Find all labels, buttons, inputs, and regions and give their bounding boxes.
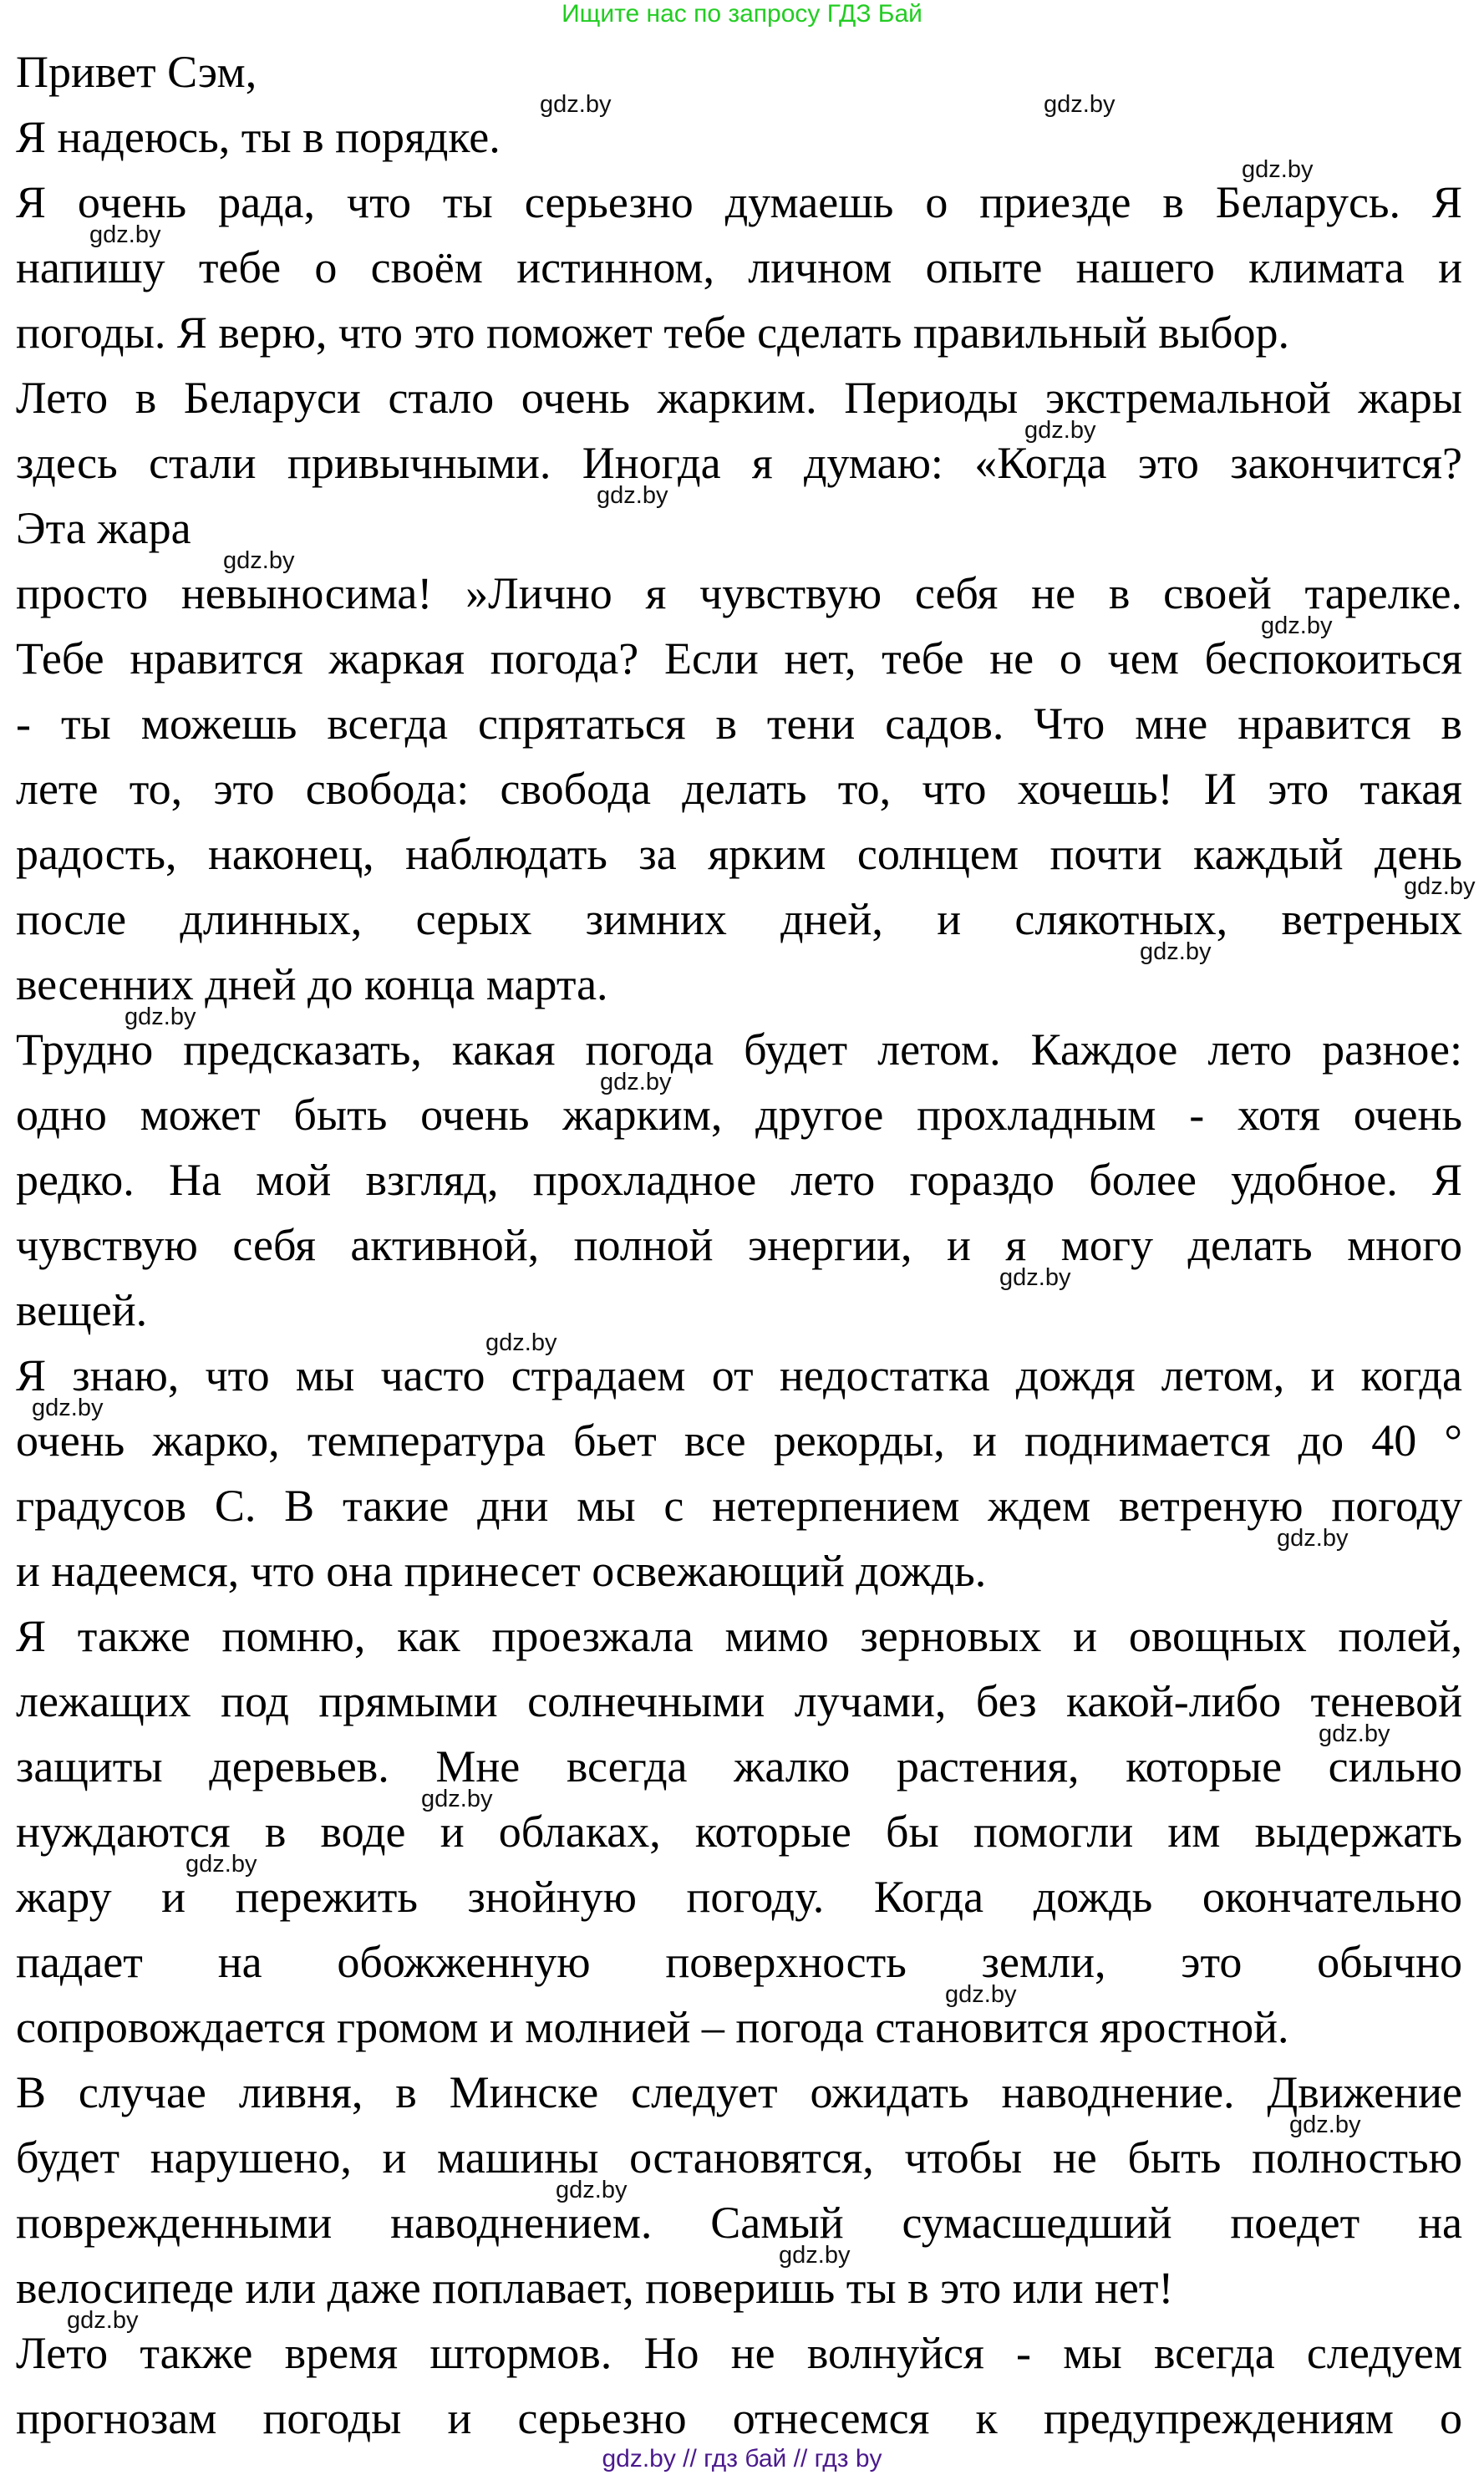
watermark: gdz.by (421, 1786, 493, 1812)
text-line: Лето также время штормов. Но не волнуйся - мы всегда следуем (16, 2328, 1462, 2378)
text-line: одно может быть очень жарким, другое прохладным - хотя очень (16, 1090, 1462, 1140)
text-line: погоды. Я верю, что это поможет тебе сделать правильный выбор. (16, 307, 1289, 358)
watermark: gdz.by (1319, 1720, 1390, 1747)
text-line: защиты деревьев. Мне всегда жалко растения, которые сильно (16, 1741, 1462, 1791)
text-line: Я очень рада, что ты серьезно думаешь о приезде в Беларусь. Я (16, 177, 1462, 227)
watermark: gdz.by (67, 2307, 139, 2334)
text-line: поврежденными наводнением. Самый сумасшедший поедет на (16, 2198, 1462, 2248)
text-line: здесь стали привычными. Иногда я думаю: «Когда это закончится? (16, 438, 1462, 488)
text-line: просто невыносима! »Лично я чувствую себя не в своей тарелке. (16, 568, 1462, 618)
watermark: gdz.by (1140, 938, 1212, 965)
watermark: gdz.by (600, 1069, 672, 1095)
watermark: gdz.by (1404, 873, 1476, 900)
watermark: gdz.by (1289, 2112, 1361, 2138)
watermark: gdz.by (540, 91, 612, 118)
text-line: очень жарко, температура бьет все рекорды, и поднимается до 40 ° (16, 1415, 1462, 1466)
watermark: gdz.by (779, 2242, 851, 2269)
text-line: Я знаю, что мы часто страдаем от недостатка дождя летом, и когда (16, 1350, 1462, 1400)
watermark: gdz.by (1277, 1525, 1349, 1552)
text-line: прогнозам погоды и серьезно отнесемся к предупреждениям о (16, 2393, 1462, 2443)
watermark: gdz.by (1024, 417, 1096, 444)
text-line: вещей. (16, 1285, 148, 1335)
text-line: напишу тебе о своём истинном, личном опыте нашего климата и (16, 242, 1462, 292)
text-line: - ты можешь всегда спрятаться в тени садов. Что мне нравится в (16, 699, 1462, 749)
text-line: будет нарушено, и машины остановятся, чтобы не быть полностью (16, 2132, 1462, 2183)
watermark: gdz.by (945, 1981, 1017, 2008)
text-line: падает на обожженную поверхность земли, это обычно (16, 1937, 1462, 1987)
text-line: редко. На мой взгляд, прохладное лето гораздо более удобное. Я (16, 1155, 1462, 1205)
text-line: и надеемся, что она принесет освежающий дождь. (16, 1546, 987, 1596)
text-line: нуждаются в воде и облаках, которые бы помогли им выдержать (16, 1807, 1462, 1857)
watermark: gdz.by (32, 1395, 104, 1421)
text-line: чувствую себя активной, полной энергии, и я могу делать много (16, 1220, 1462, 1270)
watermark: gdz.by (597, 482, 668, 509)
watermark: gdz.by (125, 1004, 196, 1030)
text-line: Лето в Беларуси стало очень жарким. Периоды экстремальной жары (16, 373, 1462, 423)
header-banner: Ищите нас по запросу ГДЗ Бай (562, 0, 922, 28)
watermark: gdz.by (186, 1851, 257, 1878)
text-line: Трудно предсказать, какая погода будет летом. Каждое лето разное: (16, 1024, 1462, 1075)
watermark: gdz.by (1242, 156, 1314, 183)
watermark: gdz.by (1261, 612, 1333, 639)
text-line: Привет Сэм, (16, 47, 257, 97)
text-line: Я надеюсь, ты в порядке. (16, 112, 501, 162)
text-line: В случае ливня, в Минске следует ожидать наводнение. Движение (16, 2067, 1462, 2117)
text-line: Я также помню, как проезжала мимо зерновых и овощных полей, (16, 1611, 1462, 1661)
text-line: сопровождается громом и молнией – погода становится яростной. (16, 2002, 1289, 2052)
text-line: жару и пережить знойную погоду. Когда дождь окончательно (16, 1872, 1462, 1922)
watermark: gdz.by (556, 2177, 628, 2203)
watermark: gdz.by (223, 547, 295, 574)
watermark: gdz.by (1044, 91, 1116, 118)
text-line: Эта жара (16, 503, 191, 553)
watermark: gdz.by (999, 1264, 1071, 1291)
text-line: градусов С. В такие дни мы с нетерпением ждем ветреную погоду (16, 1481, 1462, 1531)
text-line: лежащих под прямыми солнечными лучами, без какой-либо теневой (16, 1676, 1462, 1726)
text-line: Тебе нравится жаркая погода? Если нет, тебе не о чем беспокоиться (16, 633, 1462, 684)
text-line: весенних дней до конца марта. (16, 959, 608, 1009)
watermark: gdz.by (485, 1329, 557, 1356)
watermark: gdz.by (89, 221, 161, 248)
text-line: после длинных, серых зимних дней, и слякотных, ветреных (16, 894, 1462, 944)
text-line: радость, наконец, наблюдать за ярким солнцем почти каждый день (16, 829, 1462, 879)
text-line: велосипеде или даже поплавает, поверишь ты в это или нет! (16, 2263, 1174, 2313)
footer-banner: gdz.by // гдз бай // гдз by (602, 2445, 882, 2472)
text-line: лете то, это свобода: свобода делать то, что хочешь! И это такая (16, 764, 1462, 814)
